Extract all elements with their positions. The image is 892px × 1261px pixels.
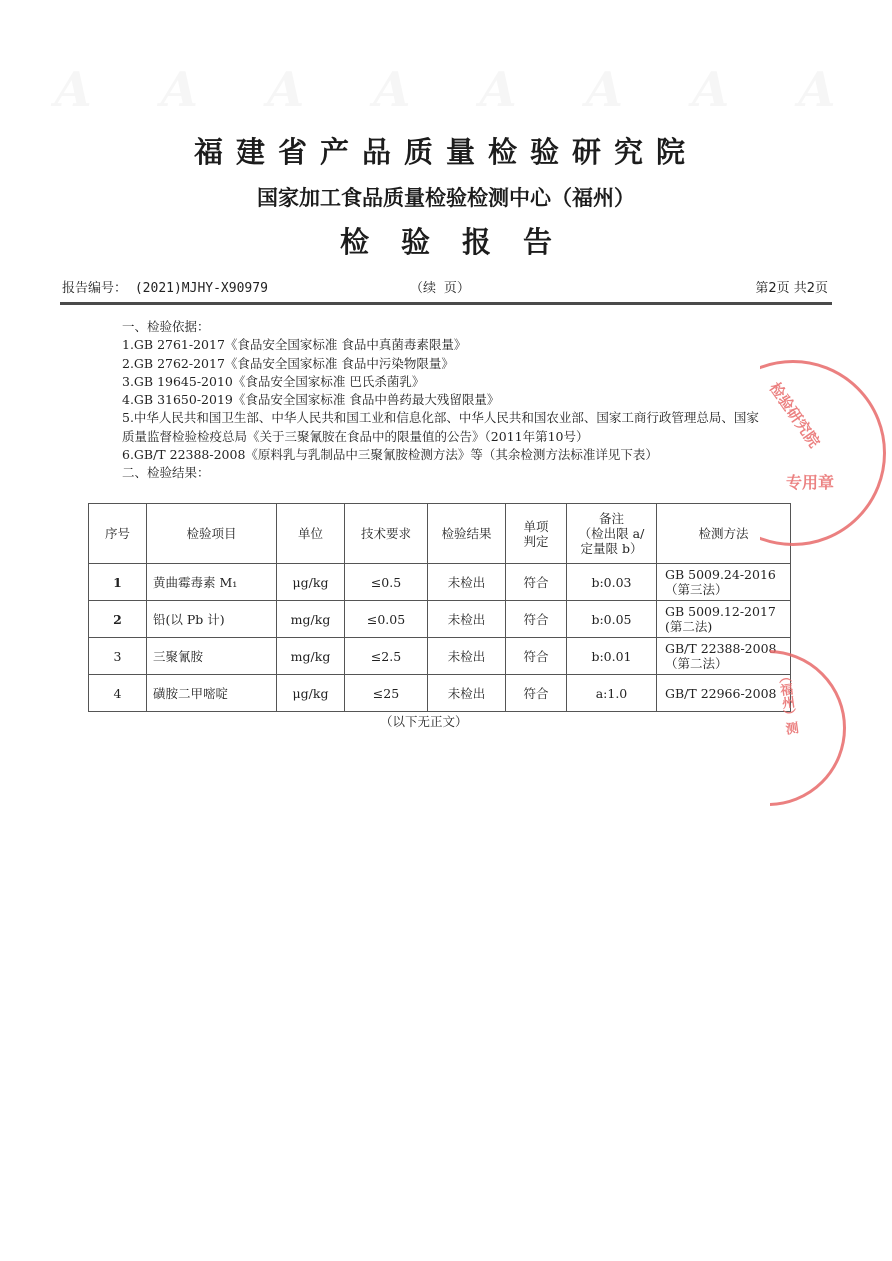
basis-item: 4.GB 31650-2019《食品安全国家标准 食品中兽药最大残留限量》: [122, 392, 500, 408]
cell-unit: μg/kg: [277, 675, 345, 712]
cell-item: 磺胺二甲嘧啶: [147, 675, 277, 712]
document-title: 检验报告: [339, 225, 584, 259]
table-row: [89, 675, 791, 712]
cell-result: 未检出: [428, 601, 506, 638]
basis-item: 2.GB 2762-2017《食品安全国家标准 食品中污染物限量》: [122, 355, 454, 371]
table-header-row: [89, 504, 791, 564]
report-number: [62, 277, 268, 296]
col-header-item: 检验项目: [147, 504, 277, 564]
institute-title: 福建省产品质量检验研究院: [193, 135, 698, 169]
cell-result: 未检出: [428, 564, 506, 601]
table-row: [89, 638, 791, 675]
col-header-remark-line: 备注: [598, 511, 624, 526]
method-standard: GB/T 22966-2008: [665, 685, 777, 701]
col-header-seq: 序号: [89, 504, 147, 564]
basis-item: 5.中华人民共和国卫生部、中华人民共和国工业和信息化部、中华人民共和国农业部、国家工商行政管理总局、国家质量监督检验检疫总局《关于三聚氰胺在食品中的限量值的公告》（2011年第10号）: [122, 410, 759, 444]
method-standard: GB 5009.12-2017: [665, 604, 776, 619]
col-header-requirement: 技术要求: [345, 504, 428, 564]
col-header-remark: [567, 504, 657, 564]
basis-heading: 一、检验依据：: [122, 319, 210, 334]
cell-remark: b:0.01: [567, 638, 657, 675]
header-divider: [60, 302, 832, 305]
col-header-judgement: [506, 504, 567, 564]
center-subtitle: 国家加工食品质量检验检测中心（福州）: [257, 186, 635, 210]
report-number-value: (2021)MJHY-X90979: [134, 281, 268, 296]
cell-method: [657, 564, 791, 601]
method-variant: (第二法): [665, 619, 713, 634]
cell-unit: mg/kg: [277, 601, 345, 638]
cell-requirement: ≤0.5: [345, 564, 428, 601]
cell-judgement: 符合: [506, 638, 567, 675]
table-row: [89, 601, 791, 638]
cell-result: 未检出: [428, 638, 506, 675]
cell-judgement: 符合: [506, 564, 567, 601]
inspection-basis-section: [122, 318, 762, 483]
col-header-remark-line: 定量限 b）: [580, 541, 643, 556]
seal-text: （福州）测: [774, 669, 799, 736]
cell-unit: mg/kg: [277, 638, 345, 675]
method-variant: （第三法）: [665, 582, 728, 597]
col-header-remark-line: （检出限 a/: [578, 526, 645, 541]
cell-result: 未检出: [428, 675, 506, 712]
cell-remark: b:0.03: [567, 564, 657, 601]
method-standard: GB 5009.24-2016: [665, 567, 776, 582]
table-row: [89, 564, 791, 601]
background-watermark: A A A A A A A A: [54, 62, 836, 118]
cell-seq: 2: [89, 601, 147, 638]
col-header-unit: 单位: [277, 504, 345, 564]
cell-seq: 4: [89, 675, 147, 712]
col-header-result: 检验结果: [428, 504, 506, 564]
results-table: [88, 503, 791, 712]
end-of-text-note: （以下无正文）: [380, 714, 468, 729]
cell-remark: a:1.0: [567, 675, 657, 712]
results-heading: 二、检验结果：: [122, 465, 210, 481]
col-header-judgement-line: 判定: [523, 533, 549, 549]
cell-remark: b:0.05: [567, 601, 657, 638]
basis-item: 6.GB/T 22388-2008《原料乳与乳制品中三聚氰胺检测方法》等（其余检测方法标准详见下表）: [122, 447, 658, 463]
cell-item: 铅(以 Pb 计): [147, 601, 277, 638]
cell-seq: 1: [89, 564, 147, 601]
col-header-judgement-line: 单项: [523, 518, 549, 534]
cell-judgement: 符合: [506, 675, 567, 712]
cell-requirement: ≤0.05: [345, 601, 428, 638]
cell-item: 三聚氰胺: [147, 638, 277, 675]
report-meta-line: [62, 275, 828, 295]
seal-subtext: 专用章: [786, 473, 835, 492]
method-standard: GB/T 22388-2008: [665, 641, 777, 656]
cell-method: [657, 601, 791, 638]
cell-judgement: 符合: [506, 601, 567, 638]
cell-seq: 3: [89, 638, 147, 675]
basis-item: 1.GB 2761-2017《食品安全国家标准 食品中真菌毒素限量》: [122, 337, 467, 353]
method-variant: （第二法）: [665, 656, 728, 671]
cell-requirement: ≤2.5: [345, 638, 428, 675]
page-indicator: 第2页 共2页: [755, 281, 828, 296]
cell-item: 黄曲霉毒素 M₁: [147, 564, 277, 601]
report-number-label: 报告编号：: [62, 281, 128, 296]
cell-requirement: ≤25: [345, 675, 428, 712]
col-header-method: 检测方法: [657, 504, 791, 564]
continued-page-label: （续 页）: [410, 281, 470, 296]
seal-text: 检验研究院: [765, 379, 824, 451]
cell-unit: μg/kg: [277, 564, 345, 601]
basis-item: 3.GB 19645-2010《食品安全国家标准 巴氏杀菌乳》: [122, 373, 425, 389]
